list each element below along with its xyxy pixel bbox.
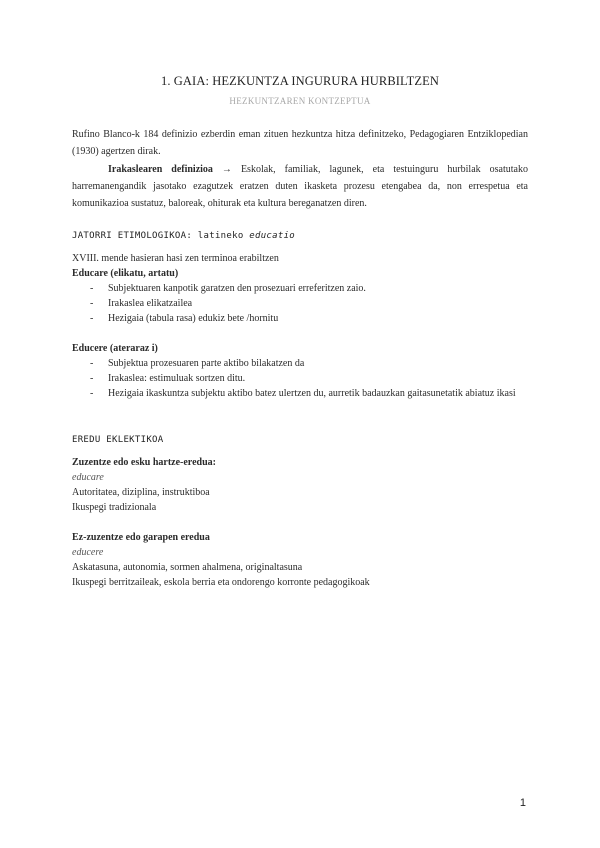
- document-page: [72, 0, 528, 848]
- list-item: - Irakaslea: estimuluak sortzen ditu.: [90, 371, 528, 386]
- educare-title: Educare (elikatu, artatu): [72, 268, 179, 279]
- list-item: - Subjektuaren kanpotik garatzen den prosezuari erreferitzen zaio.: [90, 281, 528, 296]
- list-item: - Hezigaia (tabula rasa) edukiz bete /hornitu: [90, 311, 528, 326]
- list-item: - Hezigaia ikaskuntza subjektu aktibo batez ulertzen du, aurretik badauzkan gaitasunetatik abiatuz ikasi: [90, 386, 528, 401]
- list-item: - Irakaslea elikatzailea: [90, 296, 528, 311]
- educere-title: Educere (ateraraz i): [72, 343, 158, 354]
- etymology-intro: XVIII. mende hasieran hasi zen terminoa erabiltzen: [72, 253, 279, 264]
- model2-title: Ez-zuzentze edo garapen eredua: [72, 532, 210, 543]
- etymology-heading-term: educatio: [249, 231, 296, 241]
- definition-paragraph: [72, 161, 528, 212]
- model1-line: Autoritatea, diziplina, instruktiboa: [72, 487, 210, 498]
- page-subtitle: HEZKUNTZAREN KONTZEPTUA: [229, 96, 371, 106]
- educere-list: [90, 356, 528, 401]
- page-title: 1. GAIA: HEZKUNTZA INGURURA HURBILTZEN: [161, 74, 439, 88]
- definition-text: Eskolak, familiak, lagunek, eta testuinguru hurbilak osatutako harremanengandik jasotako ezagutzek eratzen duten ikasketa prozesu etengabea da, non errespetua eta komunikazioa sustatuz, baloreak, ohiturak eta kultura bereganatzen diren.: [72, 164, 528, 209]
- model1-line: Ikuspegi tradizionala: [72, 502, 157, 513]
- etymology-heading-text: JATORRI ETIMOLOGIKOA: latineko: [72, 231, 250, 241]
- etymology-heading: [72, 231, 295, 241]
- educare-list: [90, 281, 528, 326]
- definition-label: Irakaslearen definizioa →: [108, 164, 232, 175]
- intro-paragraph: Rufino Blanco-k 184 definizio ezberdin eman zituen hezkuntza hitza definitzeko, Pedagogiaren Entziklopedian (1930) agertzen dirak.: [72, 129, 528, 157]
- model2-line: Askatasuna, autonomia, sormen ahalmena, originaltasuna: [72, 562, 303, 573]
- model2-term: educere: [72, 547, 104, 558]
- list-item: - Subjektua prozesuaren parte aktibo bilakatzen da: [90, 356, 528, 371]
- model1-term: educare: [72, 472, 104, 483]
- eclectic-heading: EREDU EKLEKTIKOA: [72, 435, 164, 445]
- model2-line: Ikuspegi berritzaileak, eskola berria eta ondorengo korronte pedagogikoak: [72, 577, 370, 588]
- page-number: 1: [519, 797, 526, 809]
- model1-title: Zuzentze edo esku hartze-eredua:: [72, 457, 216, 468]
